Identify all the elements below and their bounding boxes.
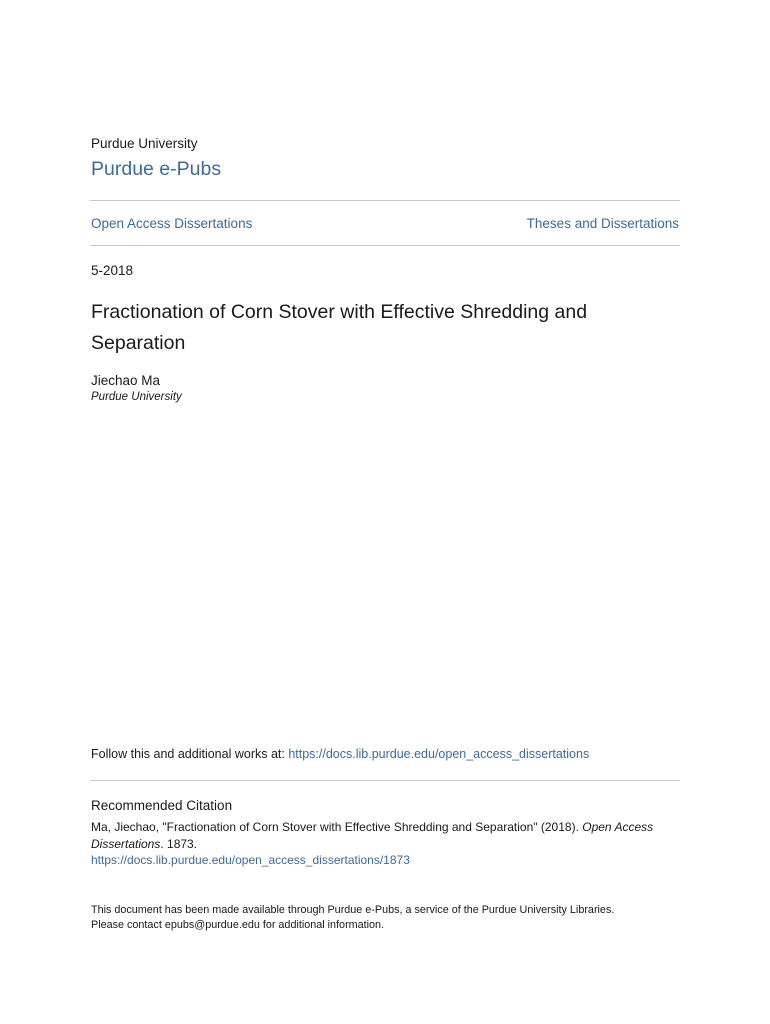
- footer-line-2: Please contact epubs@purdue.edu for additional information.: [91, 918, 385, 931]
- citation-text: Ma, Jiechao, "Fractionation of Corn Stover with Effective Shredding and Separation" (2018).: [91, 820, 583, 834]
- institution-name: Purdue University: [91, 136, 198, 151]
- citation-number: . 1873.: [160, 836, 198, 851]
- divider: [90, 780, 680, 781]
- publication-date: 5-2018: [91, 263, 134, 278]
- follow-prefix: Follow this and additional works at:: [91, 747, 289, 761]
- citation-heading: Recommended Citation: [91, 798, 233, 813]
- citation-series: Open Access Dissertations: [91, 820, 654, 851]
- series-link-theses[interactable]: Theses and Dissertations: [526, 216, 679, 231]
- divider: [90, 200, 680, 201]
- author-affiliation: Purdue University: [91, 391, 182, 403]
- footer-notice: [91, 903, 691, 932]
- citation-url-link[interactable]: https://docs.lib.purdue.edu/open_access_dissertations/1873: [91, 853, 410, 867]
- divider: [90, 245, 680, 246]
- document-title: Fractionation of Corn Stover with Effective Shredding and Separation: [91, 301, 588, 354]
- series-link-open-access[interactable]: Open Access Dissertations: [91, 216, 253, 231]
- footer-line-1: This document has been made available through Purdue e-Pubs, a service of the Purdue University Libraries.: [91, 904, 615, 916]
- follow-url-link[interactable]: https://docs.lib.purdue.edu/open_access_dissertations: [288, 747, 590, 761]
- citation-block: [91, 819, 691, 869]
- repository-link[interactable]: Purdue e-Pubs: [91, 158, 222, 180]
- author-name: Jiechao Ma: [91, 373, 161, 388]
- follow-line: [91, 747, 589, 761]
